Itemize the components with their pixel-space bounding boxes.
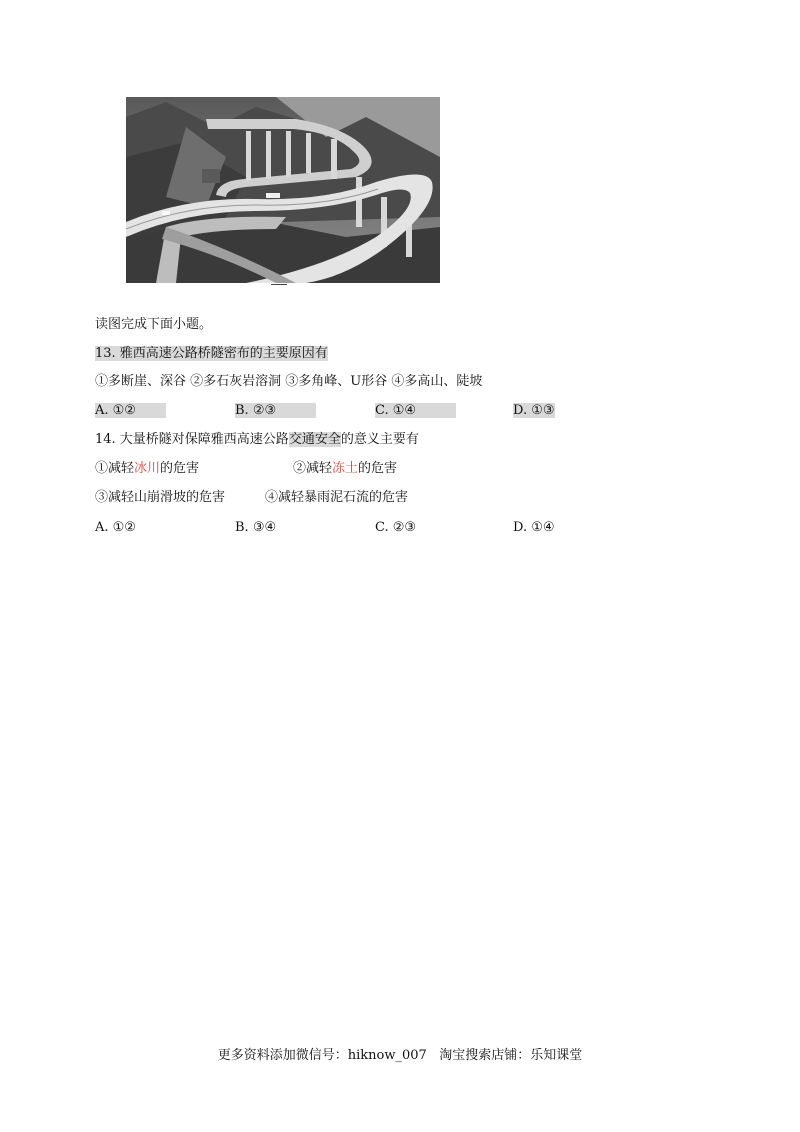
q14-s2-pre: ②减轻 xyxy=(293,461,333,476)
q13-option-c-text: C. ①④ xyxy=(375,403,456,418)
q14-s1-pre: ①减轻 xyxy=(95,461,135,476)
q14-option-d[interactable]: D. ①④ xyxy=(513,520,555,535)
q14-stem-part2: 的意义主要有 xyxy=(340,432,419,447)
q14-s1-post: 的危害 xyxy=(160,461,200,476)
q14-statement-4: ④减轻暴雨泥石流的危害 xyxy=(265,490,409,505)
q13-option-b-text: B. ②③ xyxy=(235,403,316,418)
q14-stem-highlight: 交通安全 xyxy=(288,432,341,447)
q13-option-d-text: D. ①③ xyxy=(513,403,555,418)
intro-text: 读图完成下面小题。 xyxy=(95,317,213,332)
q14-option-a[interactable]: A. ①② xyxy=(95,520,136,535)
q14-statement-1 xyxy=(95,459,199,479)
q13-statements: ①多断崖、深谷 ②多石灰岩溶洞 ③多角峰、U形谷 ④多高山、陡坡 xyxy=(95,374,483,389)
q13-stem xyxy=(95,344,328,364)
q14-s1-red: 冰川 xyxy=(134,461,161,476)
highway-photo xyxy=(126,97,440,283)
page-footer: 更多资料添加微信号：hiknow_007 淘宝搜索店铺：乐知课堂 xyxy=(217,1048,583,1063)
q13-option-b[interactable] xyxy=(235,401,316,421)
q13-option-d[interactable] xyxy=(513,401,555,421)
q13-option-c[interactable] xyxy=(375,401,456,421)
q14-statement-2 xyxy=(293,459,397,479)
figure-caption-mark xyxy=(271,284,287,285)
q13-stem-text: 13. 雅西高速公路桥隧密布的主要原因有 xyxy=(95,346,328,361)
q13-option-a-text: A. ①② xyxy=(95,403,166,418)
q13-option-a[interactable] xyxy=(95,401,166,421)
q14-stem-part1: 14. 大量桥隧对保障雅西高速公路 xyxy=(95,432,289,447)
highway-photo-drawing xyxy=(126,97,440,283)
q14-option-c[interactable]: C. ②③ xyxy=(375,520,417,535)
q14-s2-red: 冻土 xyxy=(332,461,359,476)
q14-stem xyxy=(95,430,419,450)
q14-option-b[interactable]: B. ③④ xyxy=(235,520,277,535)
q14-s2-post: 的危害 xyxy=(358,461,398,476)
q14-statement-3: ③减轻山崩滑坡的危害 xyxy=(95,490,226,505)
